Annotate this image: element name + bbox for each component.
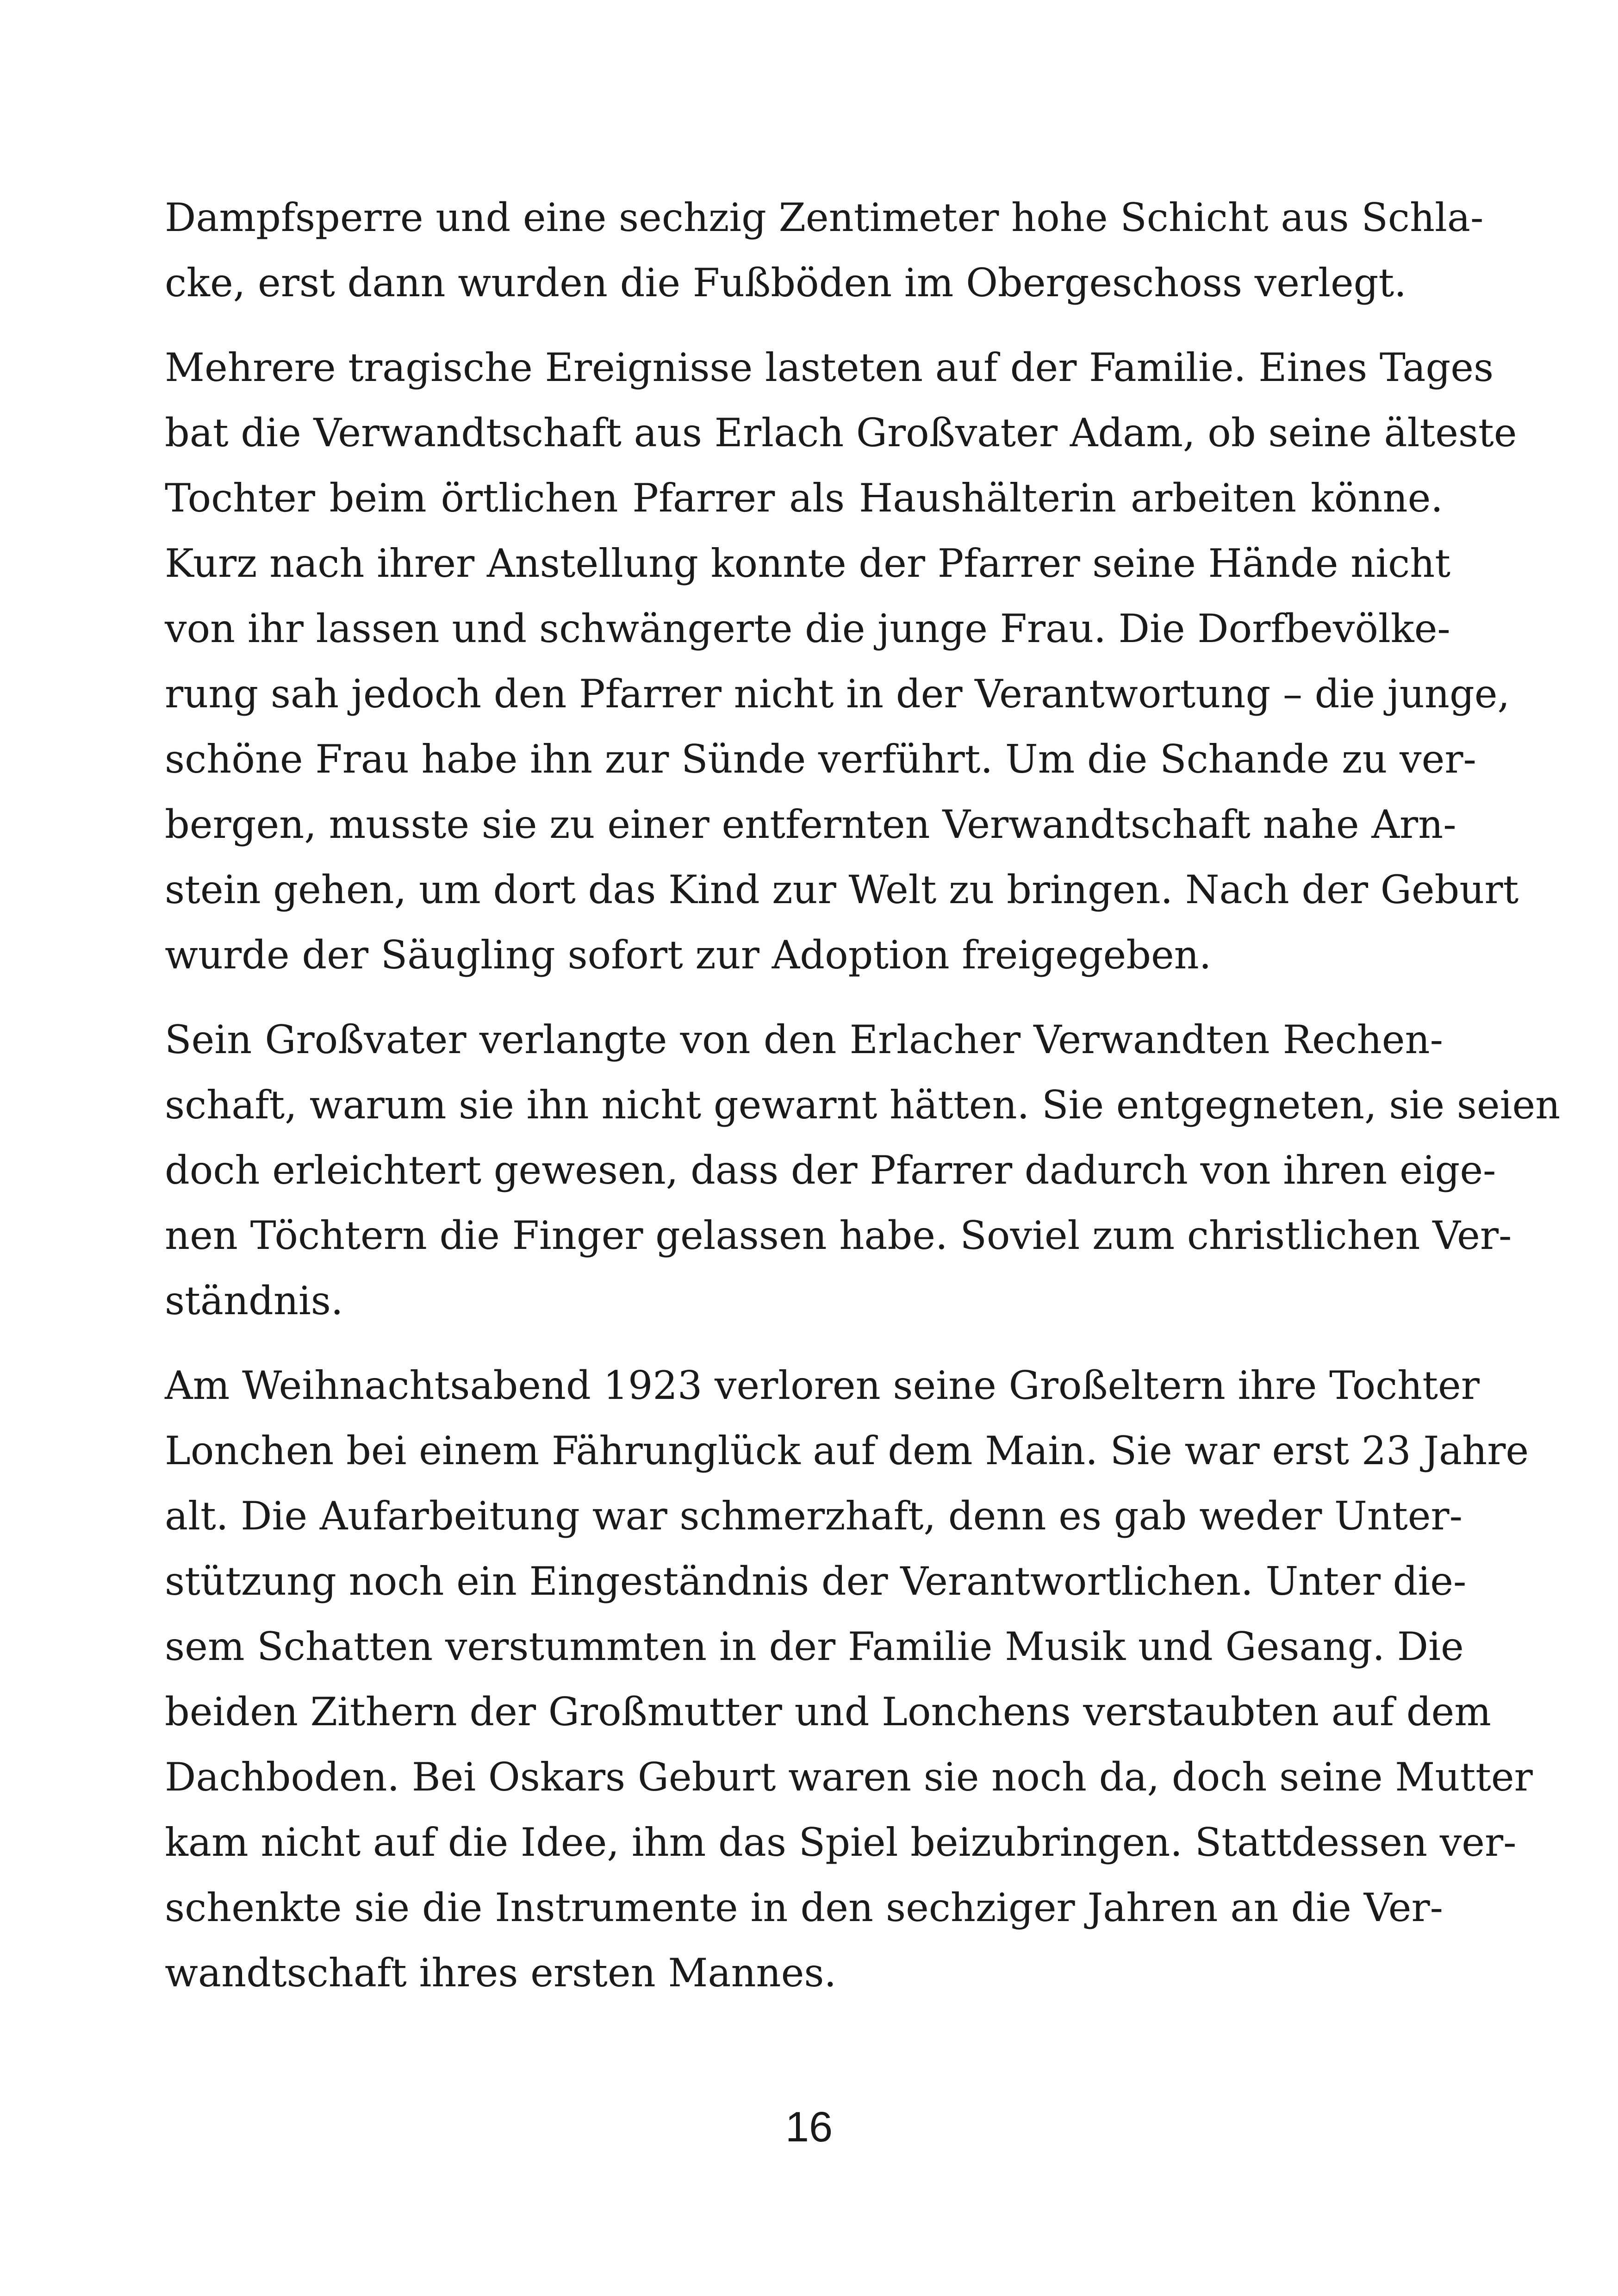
text-line: bat die Verwandtschaft aus Erlach Großvater Adam, ob seine älteste	[165, 410, 1517, 455]
text-line: cke, erst dann wurden die Fußböden im Obergeschoss verlegt.	[165, 260, 1406, 306]
text-line: kam nicht auf die Idee, ihm das Spiel beizubringen. Stattdessen ver-	[165, 1820, 1517, 1865]
text-line: rung sah jedoch den Pfarrer nicht in der Verantwortung – die junge,	[165, 671, 1510, 717]
body-text	[165, 185, 1561, 2025]
text-line: Kurz nach ihrer Anstellung konnte der Pfarrer seine Hände nicht	[165, 541, 1450, 586]
text-line: von ihr lassen und schwängerte die junge Frau. Die Dorfbevölke-	[165, 606, 1450, 651]
text-line: schaft, warum sie ihn nicht gewarnt hätten. Sie entgegneten, sie seien	[165, 1082, 1561, 1128]
text-line: doch erleichtert gewesen, dass der Pfarrer dadurch von ihren eige-	[165, 1148, 1496, 1193]
text-line: nen Töchtern die Finger gelassen habe. Soviel zum christlichen Ver-	[165, 1213, 1512, 1258]
text-line: sem Schatten verstummten in der Familie Musik und Gesang. Die	[165, 1624, 1464, 1669]
text-line: schenkte sie die Instrumente in den sechziger Jahren an die Ver-	[165, 1885, 1443, 1930]
text-line: wandtschaft ihres ersten Mannes.	[165, 1950, 837, 1996]
text-line: Lonchen bei einem Fährunglück auf dem Main. Sie war erst 23 Jahre	[165, 1428, 1529, 1473]
text-line: wurde der Säugling sofort zur Adoption freigegeben.	[165, 932, 1212, 978]
text-line: Sein Großvater verlangte von den Erlacher Verwandten Rechen-	[165, 1017, 1443, 1062]
text-line: schöne Frau habe ihn zur Sünde verführt. Um die Schande zu ver-	[165, 736, 1476, 782]
paragraph-4	[165, 1353, 1533, 2006]
page-number: 16	[785, 2103, 833, 2151]
text-line: Tochter beim örtlichen Pfarrer als Haushälterin arbeiten könne.	[165, 475, 1443, 521]
text-line: Am Weihnachtsabend 1923 verloren seine Großeltern ihre Tochter	[165, 1363, 1480, 1408]
text-line: bergen, musste sie zu einer entfernten Verwandtschaft nahe Arn-	[165, 802, 1456, 847]
text-line: ständnis.	[165, 1278, 343, 1323]
text-line: stein gehen, um dort das Kind zur Welt zu bringen. Nach der Geburt	[165, 867, 1519, 912]
text-line: Mehrere tragische Ereignisse lasteten auf der Familie. Eines Tages	[165, 345, 1494, 390]
text-line: stützung noch ein Eingeständnis der Verantwortlichen. Unter die-	[165, 1559, 1467, 1604]
paragraph-1	[165, 185, 1484, 316]
paragraph-3	[165, 1007, 1561, 1334]
text-line: beiden Zithern der Großmutter und Lonchens verstaubten auf dem	[165, 1689, 1491, 1734]
text-line: Dampfsperre und eine sechzig Zentimeter hohe Schicht aus Schla-	[165, 195, 1484, 240]
text-line: Dachboden. Bei Oskars Geburt waren sie noch da, doch seine Mutter	[165, 1754, 1533, 1800]
paragraph-2	[165, 335, 1519, 988]
text-line: alt. Die Aufarbeitung war schmerzhaft, denn es gab weder Unter-	[165, 1493, 1462, 1539]
